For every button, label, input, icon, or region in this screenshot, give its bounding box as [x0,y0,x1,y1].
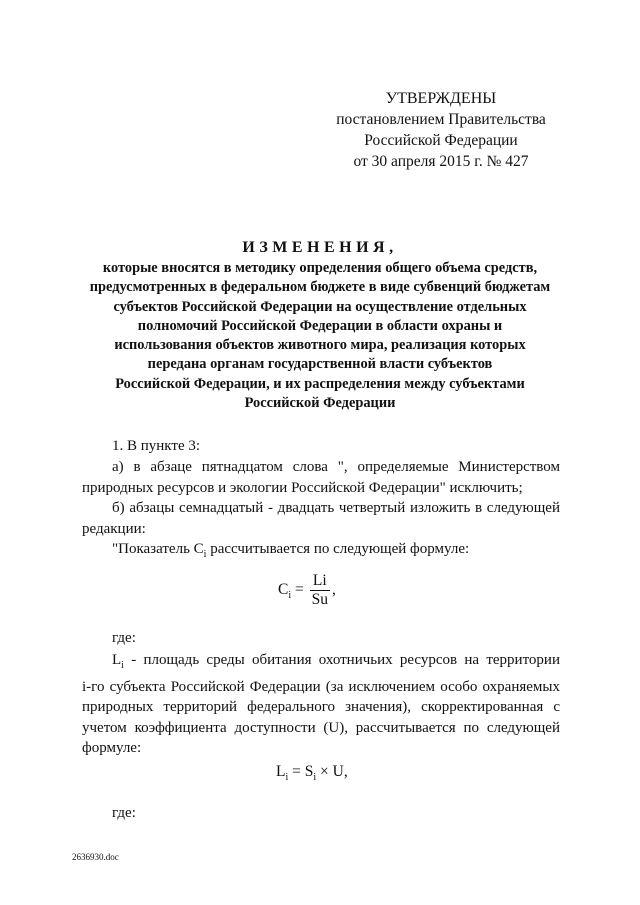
approval-line-1: постановлением Правительства [336,111,546,128]
heading-subtitle-line: Российской Федерации, и их распределения между субъектами [115,375,525,392]
item-b-line-2: редакции: [82,520,146,537]
approval-line-2: Российской Федерации [364,132,518,149]
where-label-2: где: [112,805,136,821]
li-line-2: i-го субъекта Российской Федерации (за исключением особо охраняемых [82,678,560,695]
heading-title: ИЗМЕНЕНИЯ, [242,239,398,256]
item-b-line-1: б) абзацы семнадцатый - двадцать четвертый изложить в следующей [112,500,560,516]
li-line-1: $L_i$ - площадь среды обитания охотничьих ресурсов на территории [112,652,560,671]
heading-subtitle-line: использования объектов животного мира, реализация которых [114,337,526,354]
formula-intro [82,539,560,566]
approval-block [330,88,552,172]
formula-ci-lhs-sub: i [288,590,292,602]
paragraph-item-b [82,498,560,539]
formula-ci-eq: = [291,581,308,599]
formula-intro-post: рассчитывается по следующей формуле: [206,541,470,557]
formula-li-lhs: L [276,763,286,780]
formula-intro-pre: "Показатель С [112,541,204,557]
paragraph-li-definition [82,650,560,759]
footer-file-code: 2636930.doc [72,852,119,862]
approval-title: УТВЕРЖДЕНЫ [385,90,497,107]
formula-li-lhs-sub: i [285,772,289,784]
point-1-text: 1. В пункте 3: [112,438,201,454]
formula-ci-lhs: C [278,581,289,599]
formula-li-times: × U, [316,763,348,780]
formula-li-s: S [304,763,314,780]
where-label-1: где: [112,630,136,646]
formula-ci-denominator: Su [311,591,328,608]
formula-ci-tail: , [332,581,336,599]
formula-ci-numerator: Li [310,572,330,591]
li-line-3: природных территорий федерального значения), скорректированная с [82,699,560,716]
heading-subtitle-line: Российской Федерации [244,395,396,412]
heading-subtitle-line: передана органам государственной власти субъектов [147,356,493,373]
paragraph-point-1 [82,436,560,457]
formula-li-s-sub: i [313,772,317,784]
formula-li-eq: = [288,763,305,780]
item-a-line-1: а) в абзаце пятнадцатом слова ", определяемые Министерством [112,459,560,475]
document-heading [60,237,580,413]
li-line-4: учетом коэффициента доступности (U), рассчитывается по следующей [82,719,560,736]
heading-subtitle-line: полномочий Российской Федерации в области охраны и [137,317,503,334]
paragraph-item-a [82,457,560,498]
heading-subtitle-line: субъектов Российской Федерации на осуществление отдельных [113,298,527,315]
heading-subtitle-line: предусмотренных в федеральном бюджете в виде субвенций бюджетам [89,279,551,296]
item-a-line-2: природных ресурсов и экологии Российской Федерации" исключить; [82,479,523,496]
formula-ci [278,572,336,609]
formula-li [276,763,348,783]
approval-line-3: от 30 апреля 2015 г. № 427 [353,153,529,170]
li-line-5: формуле: [82,740,142,757]
formula-ci-fraction [310,572,330,609]
formula-intro-sub: i [203,549,207,560]
heading-subtitle-line: которые вносятся в методику определения общего объема средств, [102,260,538,276]
